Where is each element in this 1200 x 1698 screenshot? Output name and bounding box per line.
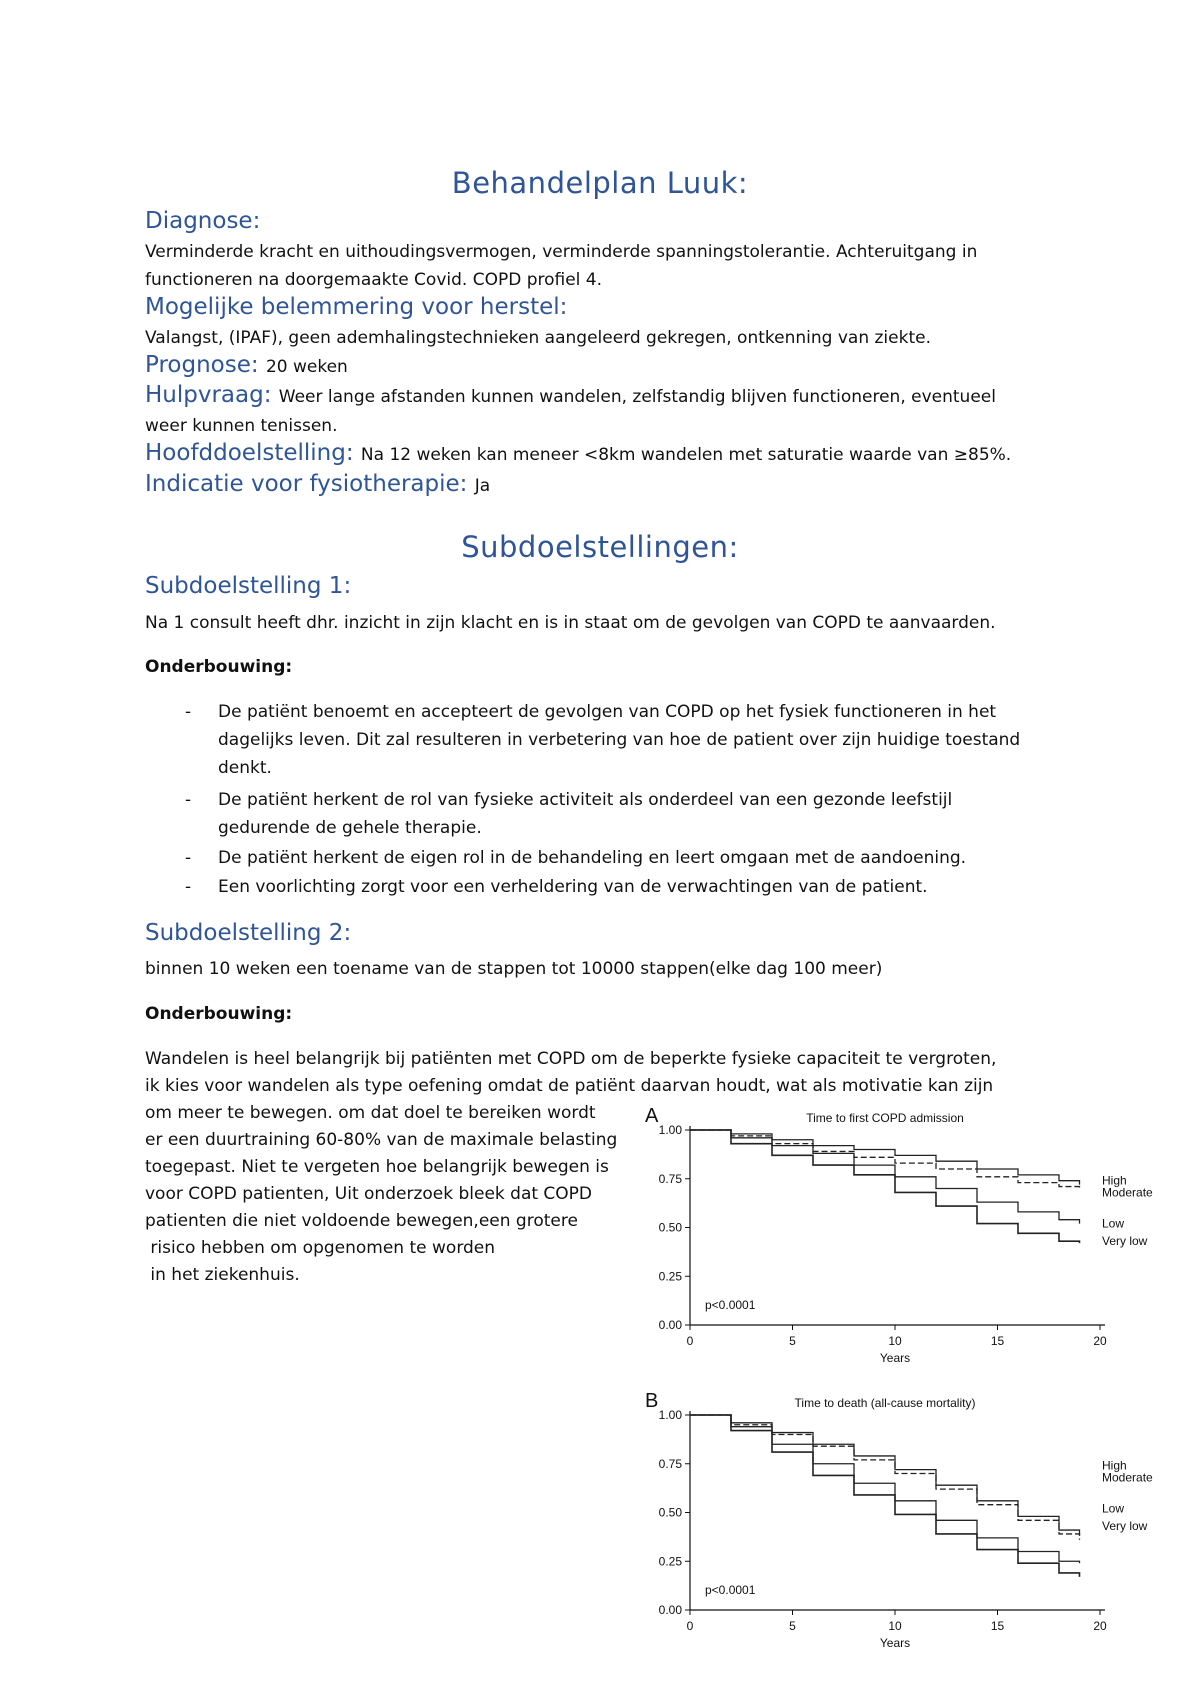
- x-tick-label: 15: [990, 1619, 1005, 1633]
- x-tick-label: 0: [686, 1619, 694, 1633]
- y-tick-label: 1.00: [658, 1123, 682, 1137]
- colon: :: [263, 382, 272, 408]
- bullet-item-2: [218, 786, 1078, 842]
- x-axis-label: Years: [879, 1351, 911, 1365]
- sub2-paragraph-line-2: ik kies voor wandelen als type oefening omdat de patiënt daarvan houdt, wat als motivatie kan zijn: [145, 1076, 994, 1096]
- x-tick-label: 10: [888, 1334, 902, 1348]
- series-line-very-low: [690, 1415, 1080, 1577]
- diagnose-line-1: Verminderde kracht en uithoudingsvermogen, verminderde spanningstolerantie. Achteruitgang in: [145, 242, 978, 262]
- indicatie-row: [145, 471, 490, 500]
- bullet-item-3: De patiënt herkent de eigen rol in de behandeling en leert omgaan met de aandoening.: [218, 848, 967, 868]
- belemmering-heading-text: Mogelijke belemmering voor herstel: [145, 294, 560, 320]
- bullet-marker: -: [185, 877, 192, 897]
- hulpvraag-text-2: weer kunnen tenissen.: [145, 416, 338, 436]
- y-tick-label: 0.00: [658, 1603, 682, 1617]
- belemmering-heading: [145, 294, 567, 320]
- series-line-very-low: [690, 1130, 1080, 1243]
- series-label: Very low: [1102, 1234, 1148, 1249]
- y-tick-label: 0.75: [658, 1171, 682, 1186]
- hulpvraag-row: [145, 382, 996, 411]
- colon: :: [250, 352, 259, 378]
- sub2-onderbouwing-label: Onderbouwing:: [145, 1004, 293, 1024]
- colon: :: [252, 208, 261, 234]
- colon: :: [343, 573, 352, 599]
- panel-label: B: [645, 1390, 659, 1412]
- hulpvraag-heading: Hulpvraag: [145, 382, 264, 408]
- indicatie-value: Ja: [474, 476, 491, 496]
- diagnose-heading: [145, 208, 260, 234]
- series-line-high: [690, 1415, 1080, 1536]
- sub2-paragraph-line-8: risico hebben om opgenomen te worden: [145, 1238, 496, 1258]
- series-line-moderate: [690, 1130, 1080, 1190]
- hoofddoel-row: [145, 440, 1011, 469]
- sub2-paragraph-line-3: om meer te bewegen. om dat doel te bereiken wordt: [145, 1103, 596, 1123]
- panel-label: A: [645, 1105, 659, 1127]
- sub2-heading: [145, 920, 351, 946]
- sub1-text: Na 1 consult heeft dhr. inzicht in zijn klacht en is in staat om de gevolgen van COPD te aanvaarden.: [145, 613, 996, 633]
- x-tick-label: 5: [789, 1334, 796, 1348]
- diagnose-heading-text: Diagnose: [145, 208, 253, 234]
- colon: :: [559, 294, 568, 320]
- prognose-heading: Prognose: [145, 352, 251, 378]
- y-tick-label: 0.25: [658, 1269, 682, 1284]
- bullet-item-1: [218, 698, 1078, 782]
- indicatie-heading: Indicatie voor fysiotherapie: [145, 471, 460, 497]
- series-label: Low: [1102, 1216, 1125, 1231]
- series-label: Low: [1102, 1501, 1125, 1516]
- x-tick-label: 20: [1093, 1619, 1107, 1633]
- colon: :: [459, 471, 468, 497]
- prognose-row: [145, 352, 348, 381]
- series-label: High: [1102, 1458, 1127, 1473]
- hulpvraag-text: Weer lange afstanden kunnen wandelen, zelfstandig blijven functioneren, eventueel: [278, 387, 996, 407]
- sub1-heading-text: Subdoelstelling 1: [145, 573, 344, 599]
- chart-b: [640, 1385, 1153, 1665]
- page-title: Behandelplan Luuk:: [451, 166, 749, 200]
- y-tick-label: 0.25: [658, 1554, 682, 1569]
- series-label: Very low: [1102, 1519, 1148, 1534]
- sub2-paragraph-line-4: er een duurtraining 60-80% van de maximale belasting: [145, 1130, 618, 1150]
- series-line-low: [690, 1415, 1080, 1563]
- hoofddoel-text: Na 12 weken kan meneer <8km wandelen met saturatie waarde van ≥85%.: [360, 445, 1012, 465]
- bullet-marker: -: [185, 848, 192, 868]
- sub2-paragraph-line-5: toegepast. Niet te vergeten hoe belangrijk bewegen is: [145, 1157, 609, 1177]
- x-tick-label: 15: [990, 1334, 1005, 1348]
- y-tick-label: 0.00: [658, 1318, 682, 1332]
- chart-title: Time to first COPD admission: [806, 1111, 964, 1125]
- x-tick-label: 0: [686, 1334, 694, 1348]
- belemmering-line-1: Valangst, (IPAF), geen ademhalingstechnieken aangeleerd gekregen, ontkenning van ziekte.: [145, 328, 931, 348]
- prognose-value: 20 weken: [265, 357, 348, 377]
- sub1-onderbouwing-label: Onderbouwing:: [145, 657, 293, 677]
- y-tick-label: 1.00: [658, 1408, 682, 1422]
- sub2-text: binnen 10 weken een toename van de stappen tot 10000 stappen(elke dag 100 meer): [145, 959, 883, 979]
- chart-title: Time to death (all-cause mortality): [794, 1396, 976, 1410]
- bullet-2-line-1: De patiënt herkent de rol van fysieke activiteit als onderdeel van een gezonde leefstijl: [218, 790, 953, 810]
- sub2-paragraph-line-7: patienten die niet voldoende bewegen,een grotere: [145, 1211, 578, 1231]
- x-tick-label: 20: [1093, 1334, 1107, 1348]
- y-tick-label: 0.50: [658, 1220, 682, 1235]
- x-tick-label: 5: [789, 1619, 796, 1633]
- colon: :: [343, 920, 352, 946]
- bullet-marker: -: [185, 790, 192, 810]
- y-tick-label: 0.50: [658, 1505, 682, 1520]
- hoofddoel-heading: Hoofddoelstelling: [145, 440, 346, 466]
- p-value-annotation: p<0.0001: [705, 1298, 756, 1312]
- x-axis-label: Years: [879, 1636, 911, 1650]
- bullet-item-4: Een voorlichting zorgt voor een verheldering van de verwachtingen van de patient.: [218, 877, 928, 897]
- bullet-marker: -: [185, 702, 192, 722]
- p-value-annotation: p<0.0001: [705, 1583, 756, 1597]
- chart-a: [640, 1100, 1153, 1380]
- subdoelstellingen-title: Subdoelstellingen:: [461, 530, 739, 564]
- series-label: High: [1102, 1173, 1127, 1188]
- sub2-paragraph-line-9: in het ziekenhuis.: [145, 1265, 300, 1285]
- diagnose-line-2: functioneren na doorgemaakte Covid. COPD profiel 4.: [145, 270, 603, 290]
- sub1-heading: [145, 573, 351, 599]
- sub2-heading-text: Subdoelstelling 2: [145, 920, 344, 946]
- bullet-2-line-2: gedurende de gehele therapie.: [218, 818, 482, 838]
- y-tick-label: 0.75: [658, 1456, 682, 1471]
- x-tick-label: 10: [888, 1619, 902, 1633]
- bullet-1-line-2: dagelijks leven. Dit zal resulteren in verbetering van hoe de patient over zijn huidige toestand: [218, 730, 1021, 750]
- series-label: Moderate: [1102, 1470, 1153, 1485]
- sub2-paragraph-line-1: Wandelen is heel belangrijk bij patiënten met COPD om de beperkte fysieke capaciteit te vergroten,: [145, 1049, 997, 1069]
- colon: :: [345, 440, 354, 466]
- series-line-moderate: [690, 1415, 1080, 1540]
- series-label: Moderate: [1102, 1185, 1153, 1200]
- bullet-1-line-3: denkt.: [218, 758, 272, 778]
- sub2-paragraph-line-6: voor COPD patienten, Uit onderzoek bleek dat COPD: [145, 1184, 593, 1204]
- bullet-1-line-1: De patiënt benoemt en accepteert de gevolgen van COPD op het fysiek functioneren in het: [218, 702, 997, 722]
